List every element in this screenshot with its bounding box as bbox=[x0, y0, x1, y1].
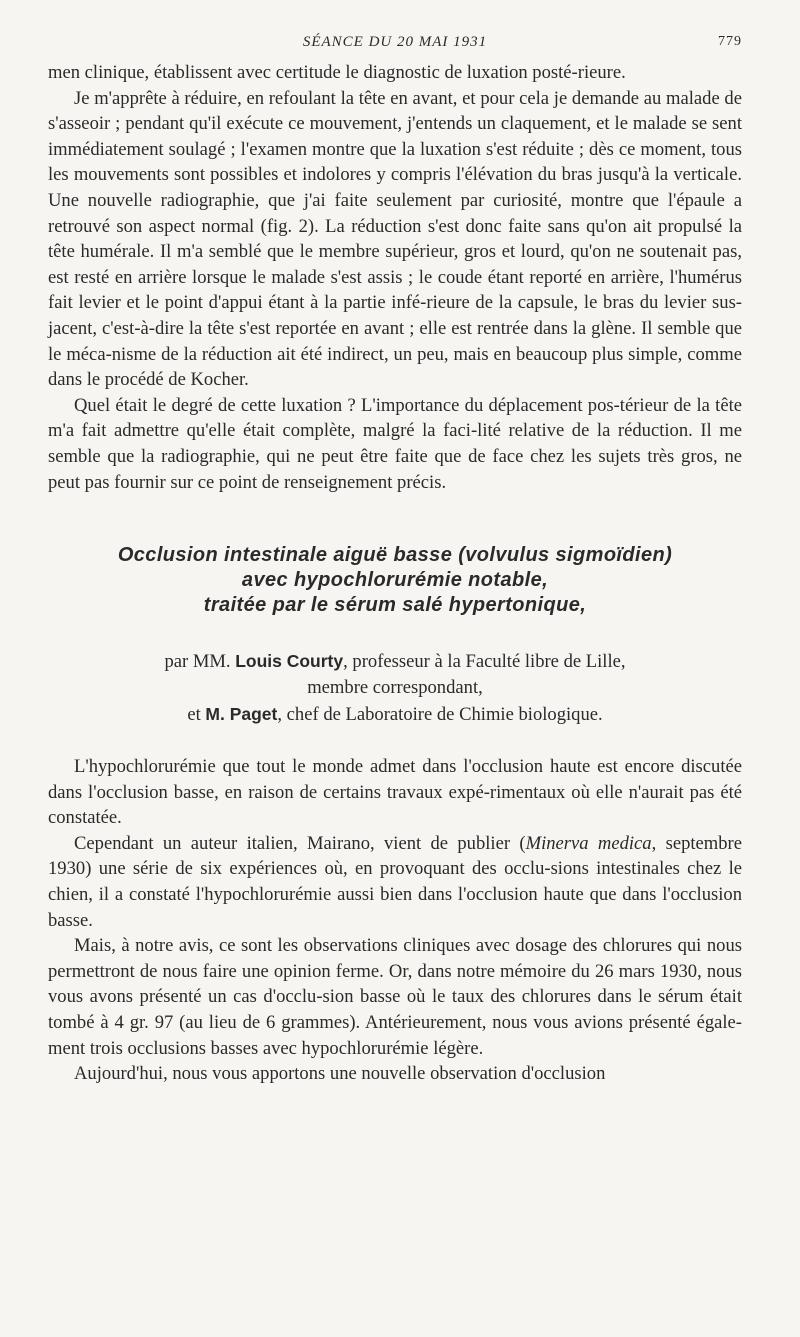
author-role: , chef de Laboratoire de Chimie biologique. bbox=[277, 704, 603, 726]
paragraph: L'hypochlorurémie que tout le monde admet dans l'occlusion haute est encore discutée dans l'occlusion basse, en raison de certains travaux expé-rimentaux où elle n'aurait pas été constatée. bbox=[48, 756, 742, 829]
title-line: Occlusion intestinale aiguë basse (volvulus sigmoïdien) bbox=[117, 544, 673, 567]
paragraph: Je m'apprête à réduire, en refoulant la tête en avant, et pour cela je demande au malade de s'asseoir ; pendant qu'il exécute ce mouvement, j'entends un claquement, et le malade se sent immédiatement soulagé ; l'examen montre que la luxation s'est réduite ; dès ce moment, tous les mouvements sont possibles et indolores y compris l'élévation du bras jusqu'à la verticale. Une nouvelle radiographie, que j'ai faite seulement par curiosité, montre que l'épaule a retrouvé son aspect normal (fig. 2). La réduction s'est donc faite sans qu'on ait propulsé la tête humérale. Il m'a semblé que le membre supérieur, gros et lourd, qu'on ne soutenait pas, est resté en arrière lorsque le malade s'est assis ; le coude étant reporté en arrière, l'humérus fait levier et le point d'appui étant à la partie infé-rieure de la capsule, le bras du levier sus-jacent, c'est-à-dire la tête s'est reportée en avant ; elle est rentrée dans la glène. Il semble que le méca-nisme de la réduction ait été indirect, un peu, mais en beaucoup plus simple, comme dans le procédé de Kocher. bbox=[48, 87, 742, 391]
paragraph: Quel était le degré de cette luxation ? L'importance du déplacement pos-térieur de la tête m'a fait admettre qu'elle était complète, malgré la faci-lité relative de la réduction. Il me semble que la radiographie, qui ne peut être faite que de face chez les sujets très gros, ne peut pas fournir sur ce point de renseignement précis. bbox=[48, 394, 742, 493]
author-line bbox=[48, 648, 742, 675]
author-role: , professeur à la Faculté libre de Lille, bbox=[343, 651, 626, 673]
paragraph: men clinique, établissent avec certitude le diagnostic de luxation posté-rieure. bbox=[48, 62, 626, 83]
running-header bbox=[48, 34, 742, 60]
paragraph: Mais, à notre avis, ce sont les observations cliniques avec dosage des chlorures qui nous permettront de nous faire une opinion ferme. Or, dans notre mémoire du 26 mars 1930, nous vous avons présenté un cas d'occlu-sion basse où le taux des chlorures dans le sérum était tombé à 4 gr. 97 (au lieu de 6 grammes). Antérieurement, nous vous avions présenté égale-ment trois occlusions basses avec hypochlorurémie légère. bbox=[48, 935, 742, 1059]
document-page bbox=[48, 34, 742, 1087]
author-line bbox=[48, 701, 742, 728]
text-run: , septembre 1930) une série de six expériences où, en provoquant des occlu-sions intestinales chez le chien, il a constaté l'hypochlorurémie aussi bien dans l'occlusion haute que dans l'occlusion basse. bbox=[48, 832, 742, 931]
article-body bbox=[48, 754, 742, 1087]
title-line: avec hypochlorurémie notable, bbox=[241, 569, 549, 592]
title-line: traitée par le sérum salé hypertonique, bbox=[203, 594, 587, 617]
author-role-line: membre correspondant, bbox=[307, 677, 483, 699]
author-byline bbox=[48, 648, 742, 728]
running-title: SÉANCE DU 20 MAI 1931 bbox=[302, 34, 488, 50]
author-name: M. Paget bbox=[205, 704, 278, 725]
continuation-text bbox=[48, 60, 742, 495]
author-conj: et bbox=[187, 704, 201, 726]
article-title bbox=[48, 543, 742, 618]
journal-name: Minerva medica bbox=[525, 832, 652, 854]
author-name: Louis Courty bbox=[235, 651, 344, 672]
text-run: Cependant un auteur italien, Mairano, vient de publier ( bbox=[74, 832, 526, 854]
paragraph bbox=[48, 831, 742, 933]
author-intro: par MM. bbox=[164, 651, 231, 673]
paragraph: Aujourd'hui, nous vous apportons une nouvelle observation d'occlusion bbox=[74, 1063, 606, 1085]
page-number: 779 bbox=[718, 34, 742, 49]
